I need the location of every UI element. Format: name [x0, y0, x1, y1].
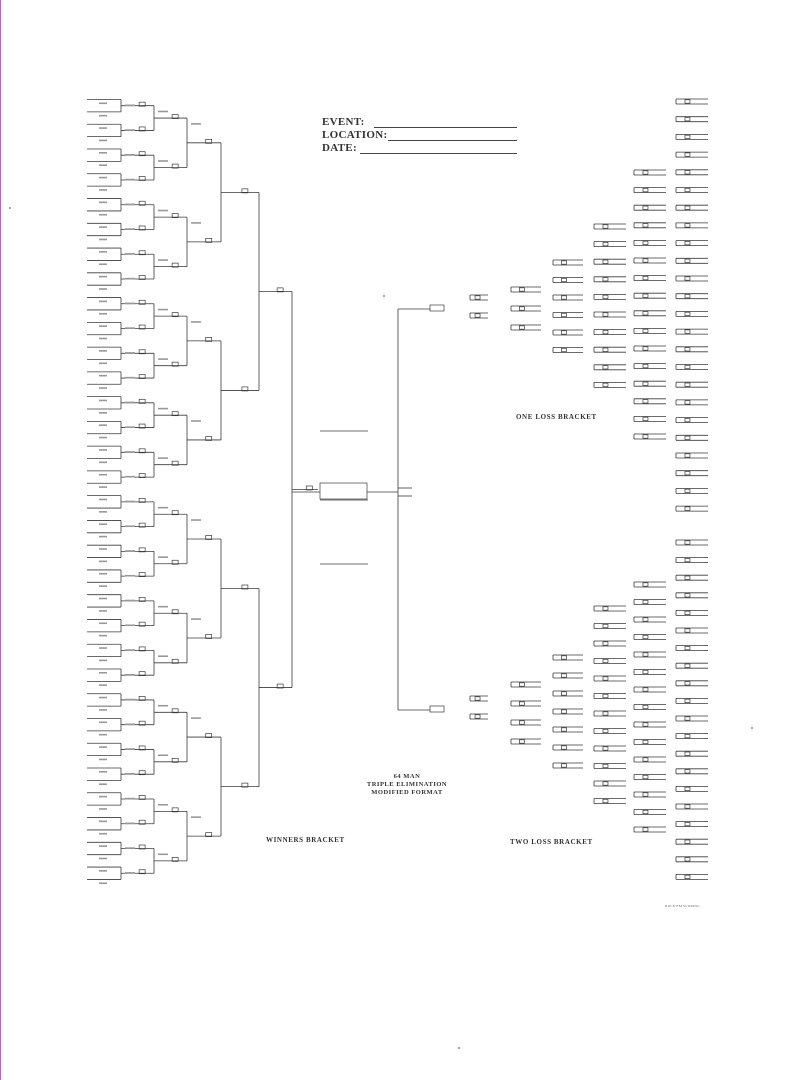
- one-loss-r6-box[interactable]: [685, 330, 690, 333]
- two-loss-r5-box[interactable]: [643, 688, 648, 691]
- winners-game-tag: [125, 228, 135, 230]
- player-tag: [99, 338, 107, 340]
- player-tag: [99, 796, 107, 798]
- two-loss-r4-box[interactable]: [603, 729, 608, 732]
- one-loss-r6-box[interactable]: [685, 241, 690, 244]
- winners-game-tag: [125, 847, 135, 849]
- one-loss-r5-box[interactable]: [643, 188, 648, 191]
- one-loss-r5-box[interactable]: [643, 241, 648, 244]
- one-loss-r4-box[interactable]: [603, 383, 608, 386]
- one-loss-r3-box[interactable]: [561, 278, 566, 281]
- two-loss-r2-box[interactable]: [519, 702, 524, 705]
- date-label: DATE:: [322, 142, 357, 154]
- player-tag: [99, 362, 107, 364]
- winners-game-tag: [125, 303, 135, 305]
- one-loss-r5-box[interactable]: [643, 435, 648, 438]
- one-loss-r5-box[interactable]: [643, 259, 648, 262]
- winners-game-tag: [125, 476, 135, 478]
- two-loss-r6-box[interactable]: [685, 699, 690, 702]
- one-loss-r5-box[interactable]: [643, 171, 648, 174]
- one-loss-r6-box[interactable]: [685, 454, 690, 457]
- location-line[interactable]: [388, 140, 517, 141]
- two-loss-r5-box[interactable]: [643, 653, 648, 656]
- two-loss-r5-box[interactable]: [643, 670, 648, 673]
- two-loss-r6-box[interactable]: [685, 717, 690, 720]
- event-label: EVENT:: [322, 116, 365, 128]
- one-loss-r6-box[interactable]: [685, 171, 690, 174]
- two-loss-r6-box[interactable]: [685, 734, 690, 737]
- one-loss-r5-box[interactable]: [643, 364, 648, 367]
- winners-game-tag: [158, 259, 168, 261]
- player-tag: [99, 585, 107, 587]
- two-loss-r6-box[interactable]: [685, 646, 690, 649]
- player-tag: [99, 103, 107, 105]
- two-loss-r6-box[interactable]: [685, 787, 690, 790]
- one-loss-r6-box[interactable]: [685, 436, 690, 439]
- player-tag: [99, 462, 107, 464]
- winners-game-tag: [158, 358, 168, 360]
- two-loss-r5-box[interactable]: [643, 723, 648, 726]
- player-tag: [99, 845, 107, 847]
- date-field[interactable]: [322, 142, 522, 156]
- two-loss-r4-box[interactable]: [603, 747, 608, 750]
- winners-game-tag: [191, 816, 201, 818]
- winners-game-tag: [125, 129, 135, 131]
- two-loss-r4-box[interactable]: [603, 782, 608, 785]
- winners-game-tag: [125, 773, 135, 775]
- winners-game-tag: [125, 649, 135, 651]
- winners-game-tag: [191, 618, 201, 620]
- format-caption: [352, 773, 462, 797]
- two-loss-r5-box[interactable]: [643, 635, 648, 638]
- one-loss-r5-box[interactable]: [643, 312, 648, 315]
- two-loss-r2-box[interactable]: [519, 683, 524, 686]
- winners-game-tag: [125, 575, 135, 577]
- winners-game-tag: [125, 154, 135, 156]
- format-line-3: MODIFIED FORMAT: [371, 789, 443, 796]
- one-loss-r6-box[interactable]: [685, 135, 690, 138]
- two-loss-r4-box[interactable]: [603, 642, 608, 645]
- one-loss-r6-box[interactable]: [685, 383, 690, 386]
- two-loss-r6-box[interactable]: [685, 822, 690, 825]
- one-loss-score-box[interactable]: [430, 305, 444, 311]
- one-loss-r4-box[interactable]: [603, 242, 608, 245]
- two-loss-r6-box[interactable]: [685, 629, 690, 632]
- player-tag: [99, 771, 107, 773]
- player-tag: [99, 288, 107, 290]
- player-tag: [99, 350, 107, 352]
- two-loss-r3-box[interactable]: [561, 746, 566, 749]
- one-loss-r3-box[interactable]: [561, 331, 566, 334]
- player-tag: [99, 821, 107, 823]
- one-loss-r6-box[interactable]: [685, 100, 690, 103]
- event-field[interactable]: [322, 116, 522, 130]
- one-loss-r2-box[interactable]: [519, 326, 524, 329]
- player-tag: [99, 400, 107, 402]
- player-tag: [99, 214, 107, 216]
- format-line-1: 64 MAN: [393, 773, 421, 780]
- winners-game-tag: [125, 674, 135, 676]
- player-tag: [99, 239, 107, 241]
- player-tag: [99, 177, 107, 179]
- player-tag: [99, 746, 107, 748]
- winners-game-tag: [125, 352, 135, 354]
- winners-game-tag: [158, 804, 168, 806]
- player-tag: [99, 722, 107, 724]
- winners-game-tag: [158, 408, 168, 410]
- one-loss-r6-box[interactable]: [685, 188, 690, 191]
- one-loss-r6-box[interactable]: [685, 489, 690, 492]
- winners-game-tag: [191, 123, 201, 125]
- one-loss-r6-box[interactable]: [685, 365, 690, 368]
- player-tag: [99, 301, 107, 303]
- two-loss-r4-box[interactable]: [603, 624, 608, 627]
- winners-game-tag: [158, 309, 168, 311]
- two-loss-r5-box[interactable]: [643, 828, 648, 831]
- two-loss-r3-box[interactable]: [561, 710, 566, 713]
- winners-game-tag: [125, 823, 135, 825]
- two-loss-r5-box[interactable]: [643, 583, 648, 586]
- two-loss-r6-box[interactable]: [685, 770, 690, 773]
- player-tag: [99, 573, 107, 575]
- one-loss-r5-box[interactable]: [643, 400, 648, 403]
- player-tag: [99, 424, 107, 426]
- winners-game-tag: [125, 699, 135, 701]
- two-loss-r6-box[interactable]: [685, 558, 690, 561]
- one-loss-r3-box[interactable]: [561, 296, 566, 299]
- player-tag: [99, 276, 107, 278]
- one-loss-r5-box[interactable]: [643, 294, 648, 297]
- player-tag: [99, 226, 107, 228]
- two-loss-r5-box[interactable]: [643, 740, 648, 743]
- two-loss-r4-box[interactable]: [603, 659, 608, 662]
- player-tag: [99, 189, 107, 191]
- one-loss-r5-box[interactable]: [643, 224, 648, 227]
- two-loss-r4-box[interactable]: [603, 764, 608, 767]
- two-loss-r5-box[interactable]: [643, 793, 648, 796]
- winners-game-tag: [158, 853, 168, 855]
- winners-game-tag: [125, 451, 135, 453]
- one-loss-r5-box[interactable]: [643, 276, 648, 279]
- two-loss-r6-box[interactable]: [685, 875, 690, 878]
- winners-game-tag: [191, 717, 201, 719]
- player-tag: [99, 647, 107, 649]
- two-loss-r5-box[interactable]: [643, 600, 648, 603]
- one-loss-r6-box[interactable]: [685, 259, 690, 262]
- two-loss-r5-box[interactable]: [643, 775, 648, 778]
- event-line[interactable]: [374, 127, 517, 128]
- one-loss-r6-box[interactable]: [685, 507, 690, 510]
- two-loss-r6-box[interactable]: [685, 858, 690, 861]
- player-tag: [99, 697, 107, 699]
- player-tag: [99, 511, 107, 513]
- winners-game-tag: [191, 519, 201, 521]
- one-loss-r5-box[interactable]: [643, 417, 648, 420]
- one-loss-bracket-label: ONE LOSS BRACKET: [516, 413, 597, 421]
- scan-speck: [9, 207, 11, 209]
- winners-game-tag: [158, 507, 168, 509]
- player-tag: [99, 734, 107, 736]
- player-tag: [99, 325, 107, 327]
- two-loss-r4-box[interactable]: [603, 694, 608, 697]
- player-tag: [99, 387, 107, 389]
- two-loss-r1-box[interactable]: [475, 697, 480, 700]
- winners-game-tag: [158, 705, 168, 707]
- finals-box[interactable]: [320, 483, 367, 499]
- two-loss-r4-box[interactable]: [603, 607, 608, 610]
- winners-game-tag: [125, 253, 135, 255]
- two-loss-r3-box[interactable]: [561, 674, 566, 677]
- one-loss-r4-box[interactable]: [603, 225, 608, 228]
- two-loss-r6-box[interactable]: [685, 541, 690, 544]
- two-loss-r4-box[interactable]: [603, 677, 608, 680]
- one-loss-r1-box[interactable]: [475, 296, 480, 299]
- one-loss-r6-box[interactable]: [685, 206, 690, 209]
- player-tag: [99, 783, 107, 785]
- two-loss-r6-box[interactable]: [685, 805, 690, 808]
- player-tag: [99, 263, 107, 265]
- location-label: LOCATION:: [322, 129, 388, 141]
- one-loss-r6-box[interactable]: [685, 277, 690, 280]
- one-loss-r1-box[interactable]: [475, 314, 480, 317]
- winners-game-tag: [191, 222, 201, 224]
- player-tag: [99, 437, 107, 439]
- two-loss-r5-box[interactable]: [643, 705, 648, 708]
- player-tag: [99, 412, 107, 414]
- scan-speck: [458, 1047, 460, 1049]
- player-tag: [99, 499, 107, 501]
- two-loss-r4-box[interactable]: [603, 712, 608, 715]
- two-loss-r6-box[interactable]: [685, 611, 690, 614]
- winners-game-tag: [158, 111, 168, 113]
- two-loss-r6-box[interactable]: [685, 594, 690, 597]
- one-loss-r4-box[interactable]: [603, 366, 608, 369]
- one-loss-r4-box[interactable]: [603, 278, 608, 281]
- location-field[interactable]: [322, 129, 522, 143]
- one-loss-r5-box[interactable]: [643, 347, 648, 350]
- one-loss-r6-box[interactable]: [685, 401, 690, 404]
- player-tag: [99, 164, 107, 166]
- one-loss-r6-box[interactable]: [685, 472, 690, 475]
- one-loss-r4-box[interactable]: [603, 260, 608, 263]
- player-tag: [99, 882, 107, 884]
- player-tag: [99, 127, 107, 129]
- two-loss-r6-box[interactable]: [685, 752, 690, 755]
- one-loss-r5-box[interactable]: [643, 329, 648, 332]
- winners-game-tag: [158, 606, 168, 608]
- one-loss-r6-box[interactable]: [685, 418, 690, 421]
- winners-game-tag: [125, 278, 135, 280]
- player-tag: [99, 536, 107, 538]
- winners-game-tag: [125, 624, 135, 626]
- winners-game-tag: [125, 377, 135, 379]
- player-tag: [99, 474, 107, 476]
- player-tag: [99, 449, 107, 451]
- winners-game-tag: [158, 556, 168, 558]
- winners-game-tag: [158, 210, 168, 212]
- two-loss-r3-box[interactable]: [561, 692, 566, 695]
- winners-game-tag: [125, 105, 135, 107]
- one-loss-r5-box[interactable]: [643, 382, 648, 385]
- player-tag: [99, 808, 107, 810]
- two-loss-r6-box[interactable]: [685, 840, 690, 843]
- two-loss-r5-box[interactable]: [643, 810, 648, 813]
- two-loss-r2-box[interactable]: [519, 721, 524, 724]
- winners-game-tag: [125, 872, 135, 874]
- winners-game-tag: [125, 525, 135, 527]
- two-loss-r4-box[interactable]: [603, 799, 608, 802]
- player-tag: [99, 870, 107, 872]
- player-tag: [99, 598, 107, 600]
- two-loss-r5-box[interactable]: [643, 618, 648, 621]
- winners-game-tag: [158, 655, 168, 657]
- date-line[interactable]: [360, 153, 517, 154]
- one-loss-r2-box[interactable]: [519, 288, 524, 291]
- winners-game-tag: [125, 798, 135, 800]
- two-loss-r6-box[interactable]: [685, 576, 690, 579]
- player-tag: [99, 152, 107, 154]
- winners-game-tag: [125, 402, 135, 404]
- player-tag: [99, 548, 107, 550]
- two-loss-r3-box[interactable]: [561, 764, 566, 767]
- player-tag: [99, 709, 107, 711]
- player-tag: [99, 858, 107, 860]
- player-tag: [99, 523, 107, 525]
- player-tag: [99, 251, 107, 253]
- one-loss-r4-box[interactable]: [603, 295, 608, 298]
- two-loss-bracket-label: TWO LOSS BRACKET: [510, 838, 593, 846]
- one-loss-r4-box[interactable]: [603, 313, 608, 316]
- winners-game-tag: [125, 426, 135, 428]
- two-loss-r3-box[interactable]: [561, 728, 566, 731]
- two-loss-r6-box[interactable]: [685, 682, 690, 685]
- winners-game-tag: [158, 160, 168, 162]
- two-loss-r3-box[interactable]: [561, 656, 566, 659]
- winners-game-tag: [125, 327, 135, 329]
- player-tag: [99, 759, 107, 761]
- one-loss-r6-box[interactable]: [685, 348, 690, 351]
- winners-game-tag: [125, 724, 135, 726]
- winners-game-tag: [191, 321, 201, 323]
- winners-game-tag: [125, 204, 135, 206]
- two-loss-r6-box[interactable]: [685, 664, 690, 667]
- winners-game-tag: [125, 179, 135, 181]
- one-loss-r4-box[interactable]: [603, 330, 608, 333]
- player-tag: [99, 635, 107, 637]
- two-loss-r5-box[interactable]: [643, 758, 648, 761]
- one-loss-r2-box[interactable]: [519, 307, 524, 310]
- scan-speck: [751, 727, 753, 729]
- player-tag: [99, 140, 107, 142]
- two-loss-score-box[interactable]: [430, 706, 444, 712]
- winners-game-tag: [125, 748, 135, 750]
- one-loss-r6-box[interactable]: [685, 153, 690, 156]
- one-loss-r6-box[interactable]: [685, 312, 690, 315]
- player-tag: [99, 313, 107, 315]
- player-tag: [99, 486, 107, 488]
- winners-game-tag: [191, 420, 201, 422]
- one-loss-r3-box[interactable]: [561, 348, 566, 351]
- two-loss-r1-box[interactable]: [475, 715, 480, 718]
- player-tag: [99, 115, 107, 117]
- player-tag: [99, 610, 107, 612]
- winners-game-tag: [125, 501, 135, 503]
- winners-game-tag: [125, 600, 135, 602]
- one-loss-r6-box[interactable]: [685, 224, 690, 227]
- winners-bracket-label: WINNERS BRACKET: [266, 836, 345, 844]
- player-tag: [99, 202, 107, 204]
- one-loss-r3-box[interactable]: [561, 313, 566, 316]
- winners-game-tag: [158, 457, 168, 459]
- one-loss-r3-box[interactable]: [561, 261, 566, 264]
- player-tag: [99, 684, 107, 686]
- winners-game-tag: [158, 754, 168, 756]
- one-loss-r5-box[interactable]: [643, 206, 648, 209]
- format-line-2: TRIPLE ELIMINATION: [366, 781, 448, 788]
- player-tag: [99, 622, 107, 624]
- player-tag: [99, 561, 107, 563]
- scan-speck: [383, 295, 385, 297]
- one-loss-r4-box[interactable]: [603, 348, 608, 351]
- two-loss-r2-box[interactable]: [519, 740, 524, 743]
- one-loss-r6-box[interactable]: [685, 295, 690, 298]
- winners-game-tag: [125, 550, 135, 552]
- player-tag: [99, 375, 107, 377]
- player-tag: [99, 660, 107, 662]
- player-tag: [99, 833, 107, 835]
- player-tag: [99, 672, 107, 674]
- one-loss-r6-box[interactable]: [685, 118, 690, 121]
- credit-text: RACK'EM SCORING: [665, 904, 700, 908]
